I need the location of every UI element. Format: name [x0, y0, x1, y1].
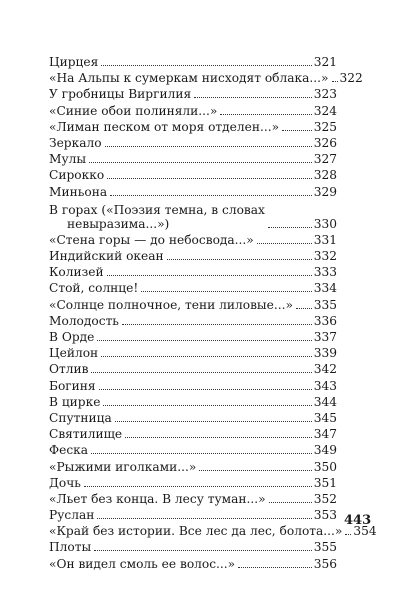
- toc-entry: [49, 379, 337, 393]
- dot-leader: [269, 502, 312, 503]
- toc-entry-title: «Солнце полночное, тени лиловые...»: [49, 297, 293, 312]
- toc-entry-page: 328: [313, 168, 337, 183]
- dot-leader: [101, 356, 312, 357]
- toc-entry: [49, 104, 337, 118]
- toc-entry: [49, 265, 337, 279]
- toc-entry-page: 323: [313, 87, 337, 102]
- toc-entry: [49, 476, 337, 490]
- dot-leader: [91, 372, 311, 373]
- toc-entry-page: 339: [313, 346, 337, 361]
- toc-entry: [49, 298, 337, 312]
- toc-entry-title: Плоты: [49, 540, 92, 555]
- toc-entry: [49, 152, 337, 166]
- toc-entry-title: Отлив: [49, 362, 89, 377]
- toc-entry-page: 333: [313, 265, 337, 280]
- toc-entry: [49, 524, 377, 539]
- dot-leader: [101, 65, 311, 66]
- toc-entry: [49, 460, 337, 474]
- dot-leader: [115, 421, 312, 422]
- toc-entry-title: Стой, солнце!: [49, 281, 139, 296]
- toc-entry-page: 351: [313, 475, 337, 490]
- toc-entry-title: Богиня: [49, 378, 96, 393]
- toc-entry-page: 334: [313, 281, 337, 296]
- toc-entry-title: Сирокко: [49, 168, 105, 183]
- dot-leader: [345, 534, 351, 535]
- dot-leader: [97, 340, 311, 341]
- toc-entry-page: 330: [313, 216, 337, 231]
- toc-entry: [49, 55, 337, 69]
- toc-entry-page: 322: [339, 71, 363, 86]
- toc-entry: [49, 185, 337, 199]
- toc-entry-title: В цирке: [49, 394, 101, 409]
- toc-entry-page: 327: [313, 152, 337, 167]
- toc-entry-title: У гробницы Виргилия: [49, 87, 192, 102]
- toc-entry: [49, 330, 337, 344]
- dot-leader: [296, 308, 312, 309]
- toc-entry-title: «Синие обои полиняли...»: [49, 103, 218, 118]
- dot-leader: [167, 259, 312, 260]
- toc-entry: [49, 168, 337, 182]
- toc-entry-page: 343: [313, 378, 337, 393]
- dot-leader: [89, 162, 312, 163]
- toc-entry: [49, 557, 337, 571]
- toc-entry-title: Мулы: [49, 152, 87, 167]
- toc-entry-page: 356: [313, 556, 337, 571]
- toc-entry-page: 350: [313, 459, 337, 474]
- toc-entry-title: Дочь: [49, 475, 81, 490]
- toc-entry-page: 329: [313, 184, 337, 199]
- toc-entry-title: «Стена горы — до небосвода...»: [49, 232, 254, 247]
- dot-leader: [125, 437, 312, 438]
- dot-leader: [141, 291, 311, 292]
- dot-leader: [105, 146, 312, 147]
- dot-leader: [122, 324, 312, 325]
- toc-entry: [49, 346, 337, 360]
- dot-leader: [99, 389, 312, 390]
- toc-entry-page: 347: [313, 427, 337, 442]
- toc-entry-page: 355: [313, 540, 337, 555]
- toc-entry: [49, 508, 337, 522]
- dot-leader: [332, 81, 338, 82]
- dot-leader: [199, 470, 311, 471]
- toc-entry: [49, 87, 337, 101]
- dot-leader: [268, 227, 312, 228]
- page-number: 443: [344, 513, 372, 528]
- toc-entry-title: Руслан: [49, 508, 95, 523]
- toc-entry: [49, 201, 337, 231]
- toc-entry-page: 336: [313, 313, 337, 328]
- toc-entry-title: Колизей: [49, 265, 104, 280]
- toc-entry-title: «Лиман песком от моря отделен...»: [49, 119, 280, 134]
- toc-entry-page: 321: [313, 55, 337, 69]
- toc-entry-title-line: В горах («Поэзия темна, в словах: [49, 202, 265, 217]
- toc-entry-title: Цейлон: [49, 346, 99, 361]
- toc-entry-page: 349: [313, 443, 337, 458]
- toc-entry-page: 342: [313, 362, 337, 377]
- toc-entry-title: Молодость: [49, 313, 119, 328]
- toc-entry-title: «Он видел смоль ее волос...»: [49, 556, 236, 571]
- toc-entry-page: 335: [313, 297, 337, 312]
- toc-entry-title: Цирцея: [49, 55, 99, 69]
- toc-entry: [49, 136, 337, 150]
- toc-entry-page: 353: [313, 508, 337, 523]
- dot-leader: [238, 567, 312, 568]
- toc-entry-page: 331: [313, 232, 337, 247]
- toc-entry-page: 324: [313, 103, 337, 118]
- toc-entry-title: Индийский океан: [49, 249, 164, 264]
- toc-entry-page: 325: [313, 119, 337, 134]
- dot-leader: [257, 243, 312, 244]
- toc-entry-title: Святилище: [49, 427, 123, 442]
- toc-entry-page: 352: [313, 491, 337, 506]
- toc-entry: [49, 443, 337, 457]
- toc-entry-title: «Край без истории. Все лес да лес, болота...»: [49, 524, 343, 539]
- toc-entry-title: Зеркало: [49, 135, 102, 150]
- toc-entry-title: [49, 203, 265, 231]
- dot-leader: [107, 178, 312, 179]
- toc-entry-title: «Льет без конца. В лесу туман...»: [49, 491, 266, 506]
- toc-entry-page: 332: [313, 249, 337, 264]
- toc-entry-title: Феска: [49, 443, 89, 458]
- toc-entry-title: «Рыжими иголками...»: [49, 459, 197, 474]
- dot-leader: [97, 518, 311, 519]
- toc-entry-page: 326: [313, 135, 337, 150]
- toc-entry-title-line: невыразима...»): [67, 216, 170, 231]
- toc-entry: [49, 120, 337, 134]
- toc-entry: [49, 249, 337, 263]
- dot-leader: [282, 130, 312, 131]
- dot-leader: [91, 453, 312, 454]
- toc-entry-page: 337: [313, 330, 337, 344]
- dot-leader: [103, 405, 311, 406]
- dot-leader: [94, 550, 312, 551]
- toc-entry-title: Спутница: [49, 410, 112, 425]
- toc-entry-title: Миньона: [49, 184, 108, 199]
- toc-entry: [49, 281, 337, 295]
- toc-entry: [49, 362, 337, 376]
- toc-entry-page: 354: [353, 524, 377, 539]
- toc-entry: [49, 411, 337, 425]
- dot-leader: [110, 195, 312, 196]
- dot-leader: [107, 275, 312, 276]
- toc-entry: [49, 395, 337, 409]
- toc-entry: [49, 427, 337, 441]
- toc-entry: [49, 540, 337, 554]
- toc-entry-title: «На Альпы к сумеркам нисходят облака...»: [49, 71, 329, 86]
- dot-leader: [220, 114, 311, 115]
- dot-leader: [194, 97, 312, 98]
- toc-entry-title: В Орде: [49, 330, 95, 344]
- dot-leader: [84, 486, 312, 487]
- toc-entry: [49, 314, 337, 328]
- toc-entry-page: 345: [313, 410, 337, 425]
- toc-entry: [49, 492, 337, 506]
- toc-entry-page: 344: [313, 394, 337, 409]
- toc-entry: [49, 233, 337, 247]
- toc-entry: [49, 71, 363, 86]
